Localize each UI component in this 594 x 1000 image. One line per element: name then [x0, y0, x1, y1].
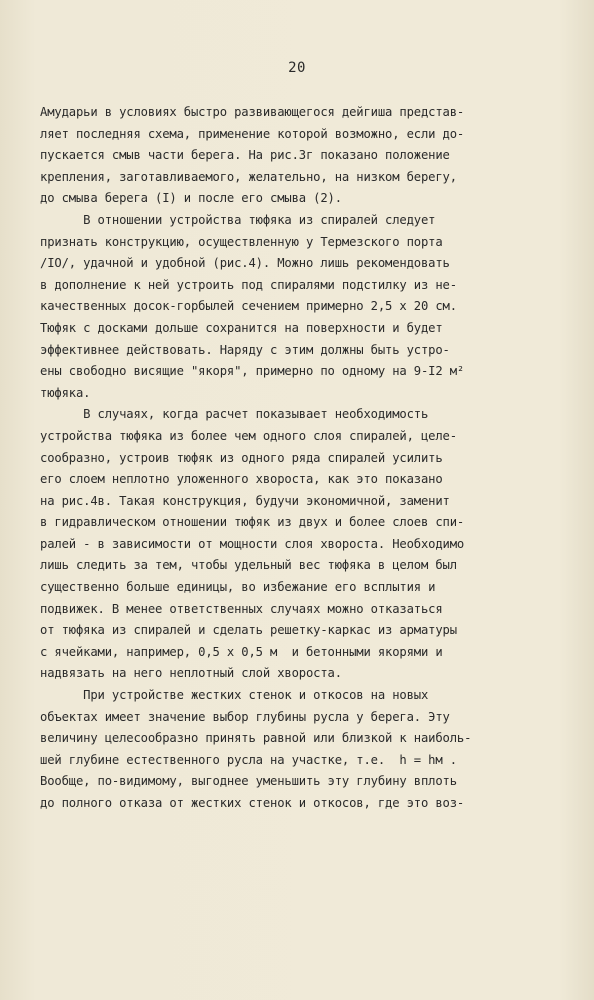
text-line: При устройстве жестких стенок и откосов на новых: [40, 688, 429, 703]
text-line: величину целесообразно принять равной или близкой к наиболь-: [40, 731, 472, 746]
text-line: лишь следить за тем, чтобы удельный вес тюфяка в целом был: [40, 558, 457, 573]
text-line: признать конструкцию, осуществленную у Термезского порта: [40, 234, 443, 249]
text-line: ены свободно висящие "якоря", примерно по одному на 9-I2 м²: [40, 364, 465, 379]
text-line: существенно больше единицы, во избежание его всплытия и: [40, 580, 436, 595]
text-line: качественных досок-горбылей сечением примерно 2,5 х 20 см.: [40, 299, 457, 314]
text-line: его слоем неплотно уложенного хвороста, как это показано: [40, 472, 443, 487]
text-line: от тюфяка из спиралей и сделать решетку-каркас из арматуры: [40, 623, 457, 638]
text-line: подвижек. В менее ответственных случаях можно отказаться: [40, 601, 443, 616]
text-line: ляет последняя схема, применение которой возможно, если до-: [40, 126, 465, 141]
text-line: Тюфяк с досками дольше сохранится на поверхности и будет: [40, 320, 443, 335]
text-line: /IO/, удачной и удобной (рис.4). Можно лишь рекомендовать: [40, 256, 450, 271]
text-line: крепления, заготавливаемого, желательно, на низком берегу,: [40, 169, 457, 184]
text-line: с ячейками, например, 0,5 х 0,5 м и бетонными якорями и: [40, 644, 443, 659]
text-line: до полного отказа от жестких стенок и откосов, где это воз-: [40, 796, 465, 810]
text-line: на рис.4в. Такая конструкция, будучи экономичной, заменит: [40, 493, 450, 508]
text-line: в дополнение к ней устроить под спиралями подстилку из не-: [40, 277, 457, 292]
body-text: [40, 102, 562, 815]
text-line: тюфяка.: [40, 385, 91, 400]
text-line: в гидравлическом отношении тюфяк из двух и более слоев спи-: [40, 515, 465, 530]
text-line: до смыва берега (I) и после его смыва (2).: [40, 191, 342, 206]
text-line: В отношении устройства тюфяка из спиралей следует: [40, 212, 436, 227]
text-line: пускается смыв части берега. На рис.3г показано положение: [40, 148, 450, 163]
text-line: В случаях, когда расчет показывает необходимость: [40, 407, 429, 422]
text-line: шей глубине естественного русла на участке, т.е. h = hм .: [40, 752, 457, 767]
text-line: надвязать на него неплотный слой хвороста.: [40, 666, 342, 681]
text-line: эффективнее действовать. Наряду с этим должны быть устро-: [40, 342, 450, 357]
page-number: 20: [288, 60, 306, 76]
text-line: сообразно, устроив тюфяк из одного ряда спиралей усилить: [40, 450, 443, 465]
text-line: Амударьи в условиях быстро развивающегося дейгиша представ-: [40, 105, 465, 119]
text-line: Вообще, по-видимому, выгоднее уменьшить эту глубину вплоть: [40, 774, 457, 789]
text-line: объектах имеет значение выбор глубины русла у берега. Эту: [40, 709, 450, 724]
text-line: устройства тюфяка из более чем одного слоя спиралей, целе-: [40, 428, 457, 443]
text-line: ралей - в зависимости от мощности слоя хвороста. Необходимо: [40, 536, 465, 551]
